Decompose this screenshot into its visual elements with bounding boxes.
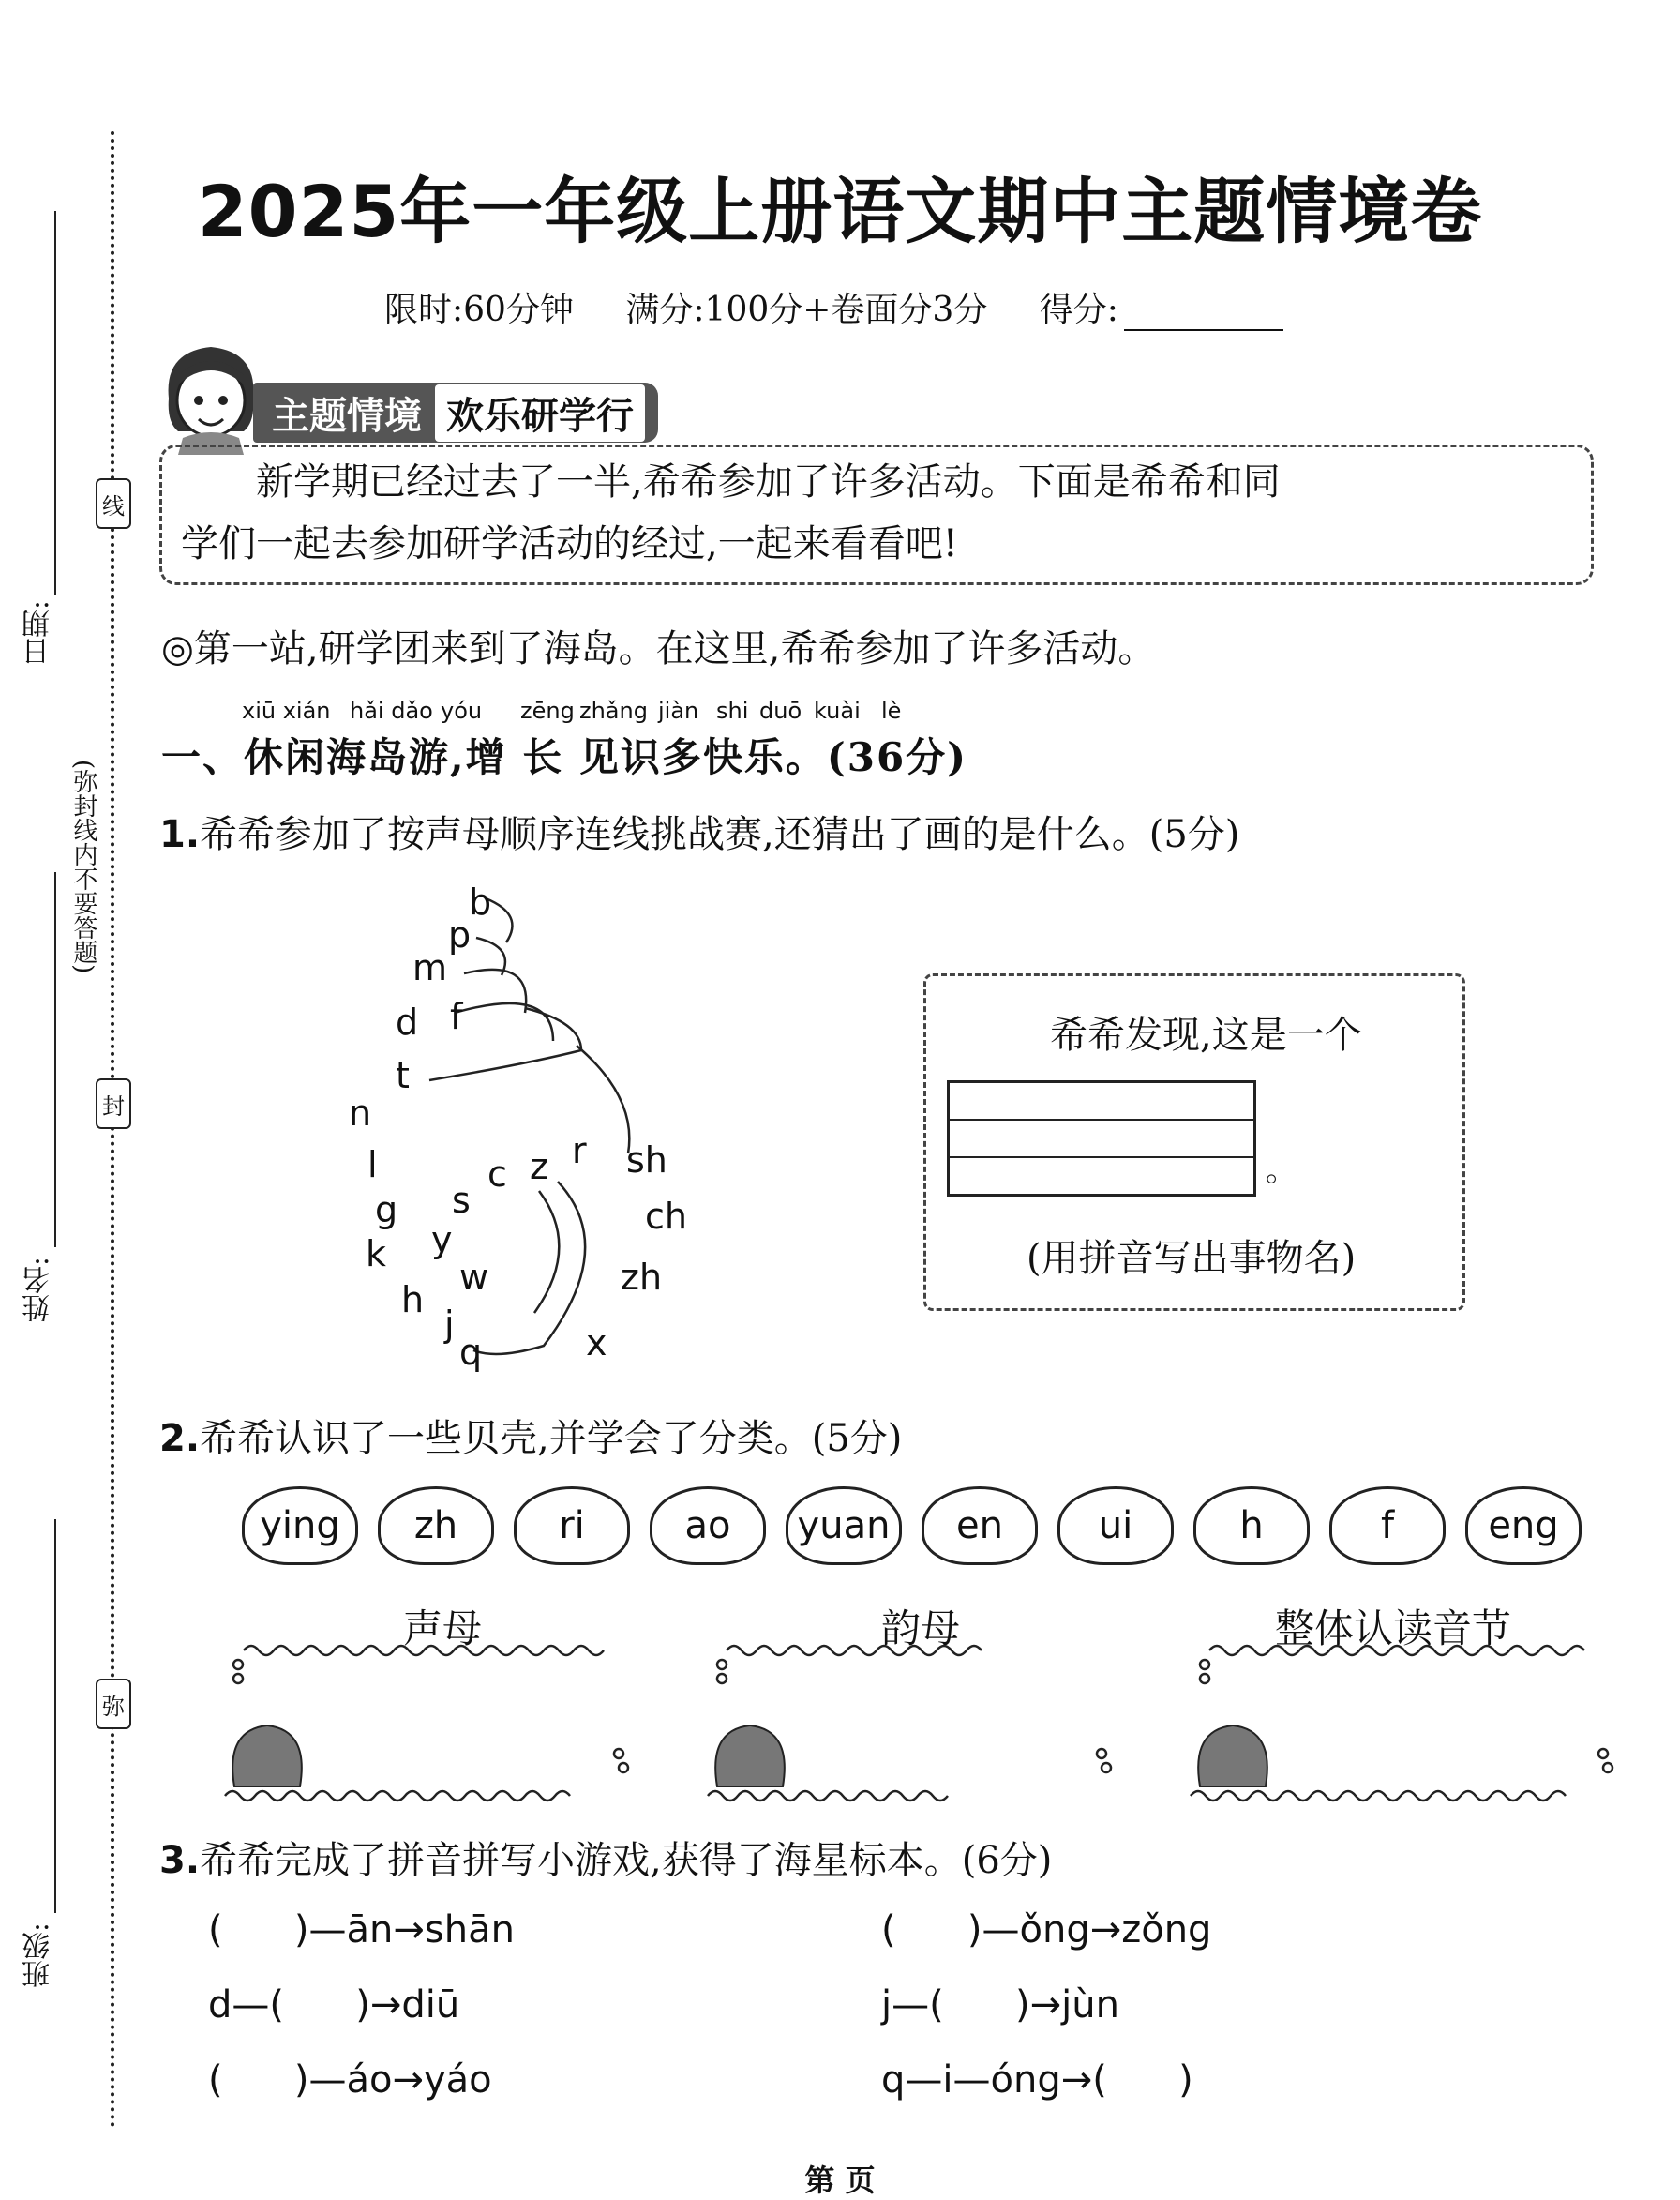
date-write-line — [54, 211, 56, 595]
pinyin-zhang: zhǎng — [579, 698, 648, 724]
shell-ri[interactable]: ri — [514, 1486, 630, 1565]
question-3: 3.希希完成了拼音拼写小游戏,获得了海星标本。(6分) — [159, 1839, 1053, 1882]
name-write-line — [54, 872, 56, 1247]
answer-prompt: 希希发现,这是一个 — [1050, 1014, 1362, 1057]
spell-row-3[interactable]: d—( )→diū — [208, 1983, 460, 2027]
theme-label: 主题情境 — [272, 394, 422, 438]
section-1-title: 一、休闲海岛游,增 长 见识多快乐。(36分) — [161, 734, 968, 780]
spell-row-6[interactable]: q—i—óng→( ) — [881, 2058, 1193, 2102]
answer-hint: (用拼音写出事物名) — [1027, 1237, 1357, 1280]
pinyin-you: yóu — [441, 698, 483, 724]
class-write-line — [54, 1519, 56, 1913]
theme-tag: 欢乐研学行 — [435, 384, 645, 442]
no-answer-note: (弥封线内不要答题) — [69, 760, 98, 974]
time-limit: 限时:60分钟 — [384, 291, 574, 329]
category-shengmu: 声母 — [403, 1605, 483, 1651]
score-label: 得分: — [1040, 291, 1325, 329]
date-label: 日期: — [22, 600, 55, 667]
pinyin-le: lè — [881, 698, 902, 724]
shell-eng[interactable]: eng — [1465, 1486, 1582, 1565]
letter-t: t — [396, 1055, 410, 1096]
page-title: 2025年一年级上册语文期中主题情境卷 — [197, 170, 1483, 253]
shell-connect-curves — [338, 872, 750, 1379]
intro-line-1: 新学期已经过去了一半,希希参加了许多活动。下面是希希和同 — [256, 460, 1281, 504]
letter-p: p — [448, 914, 472, 956]
pinyin-shi: shi — [716, 698, 749, 724]
seal-mi-mark: 弥 — [96, 1679, 131, 1729]
pinyin-xiuxian: xiū xián — [242, 698, 331, 724]
letter-n: n — [349, 1092, 372, 1134]
question-1: 1.希希参加了按声母顺序连线挑战赛,还猜出了画的是什么。(5分) — [159, 813, 1240, 856]
full-score: 满分:100分+卷面分3分 — [625, 291, 988, 329]
theme-banner — [253, 383, 658, 443]
seal-seal-mark: 封 — [96, 1078, 131, 1129]
letter-z: z — [530, 1146, 548, 1187]
letter-g: g — [375, 1189, 398, 1230]
pinyin-jian: jiàn — [658, 698, 699, 724]
intro-box — [159, 445, 1594, 585]
letter-b: b — [469, 882, 492, 923]
pinyin-zeng: zēng — [520, 698, 575, 724]
letter-ch: ch — [645, 1196, 687, 1237]
page-footer: 第 页 — [804, 2162, 876, 2198]
exam-meta — [384, 283, 1366, 331]
category-yunmu: 韵母 — [881, 1605, 961, 1651]
pinyin-duo: duō — [759, 698, 802, 724]
pinyin-kuai: kuài — [814, 698, 861, 724]
category-zhengti: 整体认读音节 — [1275, 1605, 1512, 1651]
spell-row-1[interactable]: ( )—ān→shān — [208, 1908, 515, 1951]
letter-h: h — [401, 1279, 425, 1320]
shell-ao[interactable]: ao — [650, 1486, 766, 1565]
intro-line-2: 学们一起去参加研学活动的经过,一起来看看吧! — [181, 522, 958, 565]
letter-l: l — [368, 1144, 378, 1185]
letter-sh: sh — [626, 1139, 668, 1181]
shell-en[interactable]: en — [922, 1486, 1038, 1565]
answer-period: 。 — [1266, 1152, 1298, 1189]
shell-h[interactable]: h — [1193, 1486, 1310, 1565]
shell-ui[interactable]: ui — [1058, 1486, 1174, 1565]
pinyin-writing-grid[interactable] — [947, 1080, 1256, 1197]
spell-row-5[interactable]: ( )—áo→yáo — [208, 2058, 492, 2102]
letter-y: y — [431, 1219, 453, 1260]
spell-row-2[interactable]: ( )—ǒng→zǒng — [881, 1908, 1212, 1951]
spell-row-4[interactable]: j—( )→jùn — [881, 1983, 1119, 2027]
binding-dotted-line — [111, 131, 114, 2129]
score-blank[interactable] — [1124, 301, 1283, 331]
letter-x: x — [586, 1322, 608, 1364]
letter-d: d — [396, 1002, 419, 1043]
seal-line-mark: 线 — [96, 478, 131, 529]
letter-f: f — [450, 996, 463, 1037]
class-label: 班级: — [22, 1922, 55, 1989]
shell-ying[interactable]: ying — [242, 1486, 358, 1565]
letter-j: j — [444, 1303, 455, 1345]
pinyin-haidao: hǎi dǎo — [350, 698, 433, 724]
letter-c: c — [488, 1153, 507, 1195]
station-1: ◎第一站,研学团来到了海岛。在这里,希希参加了许多活动。 — [161, 627, 1156, 671]
shell-f[interactable]: f — [1329, 1486, 1446, 1565]
letter-zh: zh — [621, 1257, 663, 1298]
shell-yuan[interactable]: yuan — [786, 1486, 902, 1565]
letter-k: k — [366, 1233, 387, 1274]
letter-m: m — [412, 947, 448, 988]
letter-q: q — [459, 1332, 483, 1373]
letter-w: w — [459, 1257, 489, 1298]
seaweed-answer-areas — [216, 1627, 1641, 1815]
letter-r: r — [572, 1130, 587, 1171]
question-2: 2.希希认识了一些贝壳,并学会了分类。(5分) — [159, 1417, 903, 1460]
name-label: 姓名: — [22, 1257, 55, 1323]
shell-zh[interactable]: zh — [378, 1486, 494, 1565]
letter-s: s — [452, 1180, 471, 1221]
